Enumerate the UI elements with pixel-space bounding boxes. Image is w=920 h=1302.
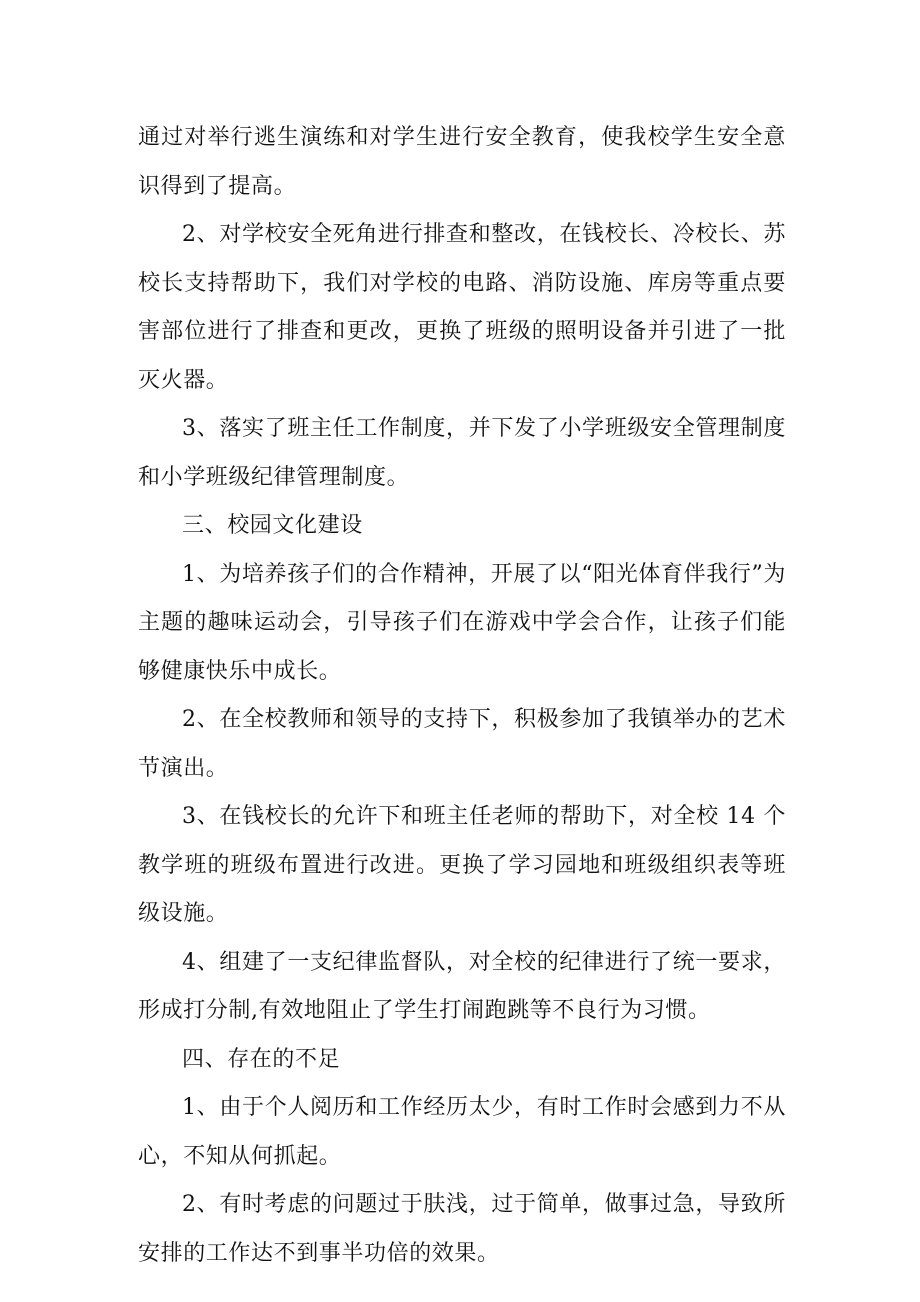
paragraph-continuation: 通过对举行逃生演练和对学生进行安全教育，使我校学生安全意识得到了提高。 bbox=[138, 125, 786, 199]
paragraph-art-festival: 2、在全校教师和领导的支持下，积极参加了我镇举办的艺术节演出。 bbox=[138, 707, 786, 781]
paragraph-discipline-team: 4、组建了一支纪律监督队，对全校的纪律进行了统一要求，形成打分制,有效地阻止了学生打闹跑跳等不良行为习惯。 bbox=[138, 949, 786, 1023]
paragraph-sports-meet: 1、为培养孩子们的合作精神，开展了以“阳光体育伴我行”为主题的趣味运动会，引导孩子们在游戏中学会合作，让孩子们能够健康快乐中成长。 bbox=[138, 561, 786, 684]
paragraph-safety-inspection: 2、对学校安全死角进行排查和整改，在钱校长、冷校长、苏校长支持帮助下，我们对学校的电路、消防设施、库房等重点要害部位进行了排查和更改，更换了班级的照明设备并引进了一批灭火器。 bbox=[138, 222, 786, 393]
paragraph-class-teacher-system: 3、落实了班主任工作制度，并下发了小学班级安全管理制度和小学班级纪律管理制度。 bbox=[138, 416, 786, 490]
section-heading-campus-culture: 三、校园文化建设 bbox=[182, 513, 363, 538]
section-heading-shortcomings: 四、存在的不足 bbox=[182, 1046, 341, 1072]
document-body bbox=[138, 114, 786, 1278]
paragraph-class-decoration: 3、在钱校长的允许下和班主任老师的帮助下，对全校 14 个教学班的班级布置进行改进。更换了学习园地和班级组织表等班级设施。 bbox=[138, 804, 786, 926]
paragraph-shortcoming-haste: 2、有时考虑的问题过于肤浅，过于简单，做事过急，导致所安排的工作达不到事半功倍的效果。 bbox=[138, 1192, 786, 1266]
paragraph-shortcoming-experience: 1、由于个人阅历和工作经历太少，有时工作时会感到力不从心，不知从何抓起。 bbox=[138, 1095, 786, 1169]
